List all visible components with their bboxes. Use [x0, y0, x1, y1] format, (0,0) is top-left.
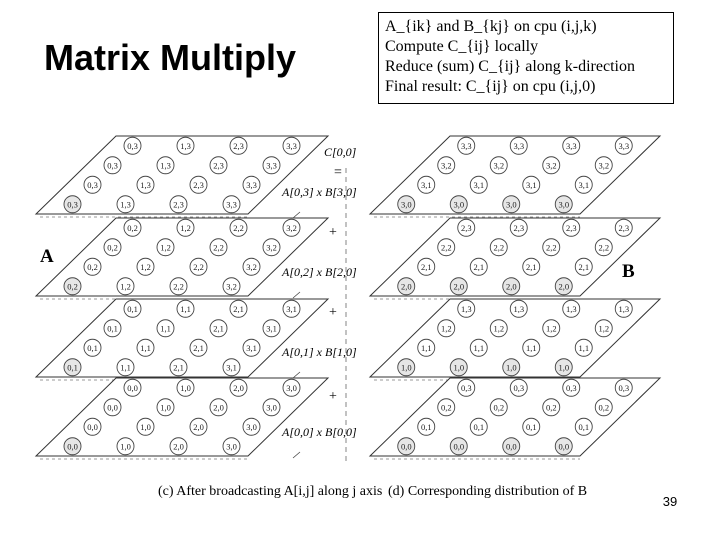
note-line: Reduce (sum) C_{ij} along k-direction: [385, 58, 635, 75]
node-index-label: 2,1: [173, 362, 184, 373]
node-index-label: 2,0: [173, 441, 184, 452]
node-index-label: 2,2: [493, 242, 505, 253]
node-index-label: 2,2: [545, 242, 557, 253]
arrow-mark: [293, 372, 300, 378]
node-index-label: 2,0: [233, 382, 244, 393]
node-index-label: 2,0: [193, 421, 204, 432]
node-index-label: 0,1: [67, 362, 78, 373]
node-index-label: 3,0: [226, 441, 237, 452]
node-index-label: 3,3: [618, 140, 630, 151]
node-index-label: 0,2: [545, 402, 557, 413]
node-index-label: 0,1: [127, 303, 138, 314]
node-index-label: 0,0: [87, 421, 98, 432]
caption-d: (d) Corresponding distribution of B: [388, 484, 588, 499]
node-index-label: 3,2: [493, 160, 505, 171]
right-plane-k1: [370, 299, 660, 380]
node-index-label: 3,2: [266, 242, 277, 253]
node-index-label: 2,2: [233, 222, 244, 233]
node-index-label: 0,2: [127, 222, 138, 233]
node-index-label: 2,1: [193, 342, 204, 353]
node-index-label: 1,1: [420, 342, 432, 353]
node-index-label: 3,0: [400, 199, 412, 210]
node-index-label: 0,3: [618, 382, 630, 393]
node-index-label: 1,2: [160, 242, 171, 253]
node-index-label: 2,3: [193, 179, 204, 190]
node-index-label: 1,0: [160, 402, 171, 413]
node-index-label: 3,1: [420, 179, 432, 190]
node-index-label: 0,1: [525, 421, 537, 432]
node-index-label: 3,1: [226, 362, 237, 373]
node-index-label: 1,0: [400, 362, 412, 373]
node-index-label: 1,0: [558, 362, 570, 373]
node-index-label: 3,3: [246, 179, 257, 190]
node-index-label: 0,0: [127, 382, 138, 393]
node-index-label: 3,0: [558, 199, 570, 210]
node-index-label: 3,2: [598, 160, 610, 171]
equals-sign: =: [334, 165, 342, 180]
left-plane-k2: [36, 218, 328, 299]
matrix-b-planes: [370, 136, 660, 459]
node-index-label: 0,1: [107, 323, 118, 334]
node-index-label: 2,2: [440, 242, 452, 253]
node-index-label: 3,0: [266, 402, 277, 413]
note-line: A_{ik} and B_{kj} on cpu (i,j,k): [385, 18, 597, 35]
node-index-label: 2,1: [525, 261, 537, 272]
matrix-a-label: A: [40, 246, 54, 267]
node-index-label: 2,2: [193, 261, 204, 272]
node-index-label: 2,1: [473, 261, 485, 272]
node-index-label: 2,3: [233, 140, 244, 151]
node-index-label: 1,3: [618, 303, 630, 314]
node-index-label: 2,1: [420, 261, 432, 272]
node-index-label: 1,1: [578, 342, 590, 353]
node-index-label: 3,3: [286, 140, 297, 151]
node-index-label: 1,3: [120, 199, 131, 210]
node-index-label: 0,2: [440, 402, 452, 413]
node-index-label: 0,1: [420, 421, 432, 432]
left-plane-k0: [36, 378, 328, 459]
plus-sign: +: [329, 305, 337, 320]
page-number: 39: [662, 494, 678, 509]
node-index-label: 1,3: [513, 303, 525, 314]
node-index-label: 2,3: [513, 222, 525, 233]
note-line: Compute C_{ij} locally: [385, 38, 539, 55]
node-index-label: 3,3: [513, 140, 525, 151]
node-index-label: 2,3: [213, 160, 224, 171]
node-index-label: 2,2: [213, 242, 224, 253]
node-index-label: 2,2: [598, 242, 610, 253]
node-index-label: 1,2: [120, 281, 131, 292]
node-index-label: 3,2: [440, 160, 452, 171]
node-index-label: 0,3: [87, 179, 98, 190]
matrix-b-label: B: [622, 261, 635, 282]
node-index-label: 1,1: [525, 342, 537, 353]
node-index-label: 1,3: [565, 303, 577, 314]
node-index-label: 3,1: [578, 179, 590, 190]
node-index-label: 2,0: [400, 281, 412, 292]
plus-sign: +: [329, 389, 337, 404]
node-index-label: 3,1: [266, 323, 277, 334]
arrow-mark: [293, 212, 300, 218]
node-index-label: 0,0: [400, 441, 412, 452]
node-index-label: 1,1: [140, 342, 151, 353]
node-index-label: 2,0: [213, 402, 224, 413]
product-term-label: A[0,2] x B[2,0]: [282, 265, 357, 279]
node-index-label: 0,3: [107, 160, 118, 171]
node-index-label: 3,0: [246, 421, 257, 432]
plus-sign: +: [329, 225, 337, 240]
node-index-label: 1,1: [473, 342, 485, 353]
node-index-label: 1,3: [160, 160, 171, 171]
node-index-label: 1,2: [598, 323, 610, 334]
arrow-mark: [293, 452, 300, 458]
node-index-label: 3,3: [226, 199, 237, 210]
node-index-label: 1,3: [460, 303, 472, 314]
node-index-label: 1,2: [440, 323, 452, 334]
product-term-label: A[0,3] x B[3,0]: [282, 185, 357, 199]
node-index-label: 2,1: [213, 323, 224, 334]
node-index-label: 1,1: [180, 303, 191, 314]
node-index-label: 1,0: [140, 421, 151, 432]
node-index-label: 0,2: [67, 281, 78, 292]
note-line: Final result: C_{ij} on cpu (i,j,0): [385, 78, 596, 95]
product-term-label: A[0,1] x B[1,0]: [282, 345, 357, 359]
node-index-label: 0,0: [67, 441, 78, 452]
result-label: C[0,0]: [324, 145, 357, 159]
node-index-label: 3,0: [505, 199, 517, 210]
node-index-label: 2,3: [460, 222, 472, 233]
node-index-label: 0,3: [565, 382, 577, 393]
node-index-label: 1,2: [545, 323, 557, 334]
arrow-mark: [293, 292, 300, 298]
node-index-label: 2,0: [453, 281, 465, 292]
caption-c: (c) After broadcasting A[i,j] along j axis: [158, 484, 383, 499]
node-index-label: 2,1: [578, 261, 590, 272]
node-index-label: 3,1: [473, 179, 485, 190]
node-index-label: 2,3: [565, 222, 577, 233]
node-index-label: 0,2: [598, 402, 610, 413]
node-index-label: 1,1: [160, 323, 171, 334]
node-index-label: 0,0: [107, 402, 118, 413]
node-index-label: 1,2: [493, 323, 505, 334]
node-index-label: 0,3: [460, 382, 472, 393]
node-index-label: 2,0: [505, 281, 517, 292]
right-plane-k3: [370, 136, 660, 217]
node-index-label: 0,3: [513, 382, 525, 393]
node-index-label: 0,2: [107, 242, 118, 253]
node-index-label: 0,2: [87, 261, 98, 272]
node-index-label: 0,1: [578, 421, 590, 432]
node-index-label: 3,2: [246, 261, 257, 272]
node-index-label: 0,1: [87, 342, 98, 353]
node-index-label: 0,1: [473, 421, 485, 432]
node-index-label: 3,2: [286, 222, 297, 233]
node-index-label: 3,3: [266, 160, 277, 171]
node-index-label: 2,3: [618, 222, 630, 233]
node-index-label: 0,0: [505, 441, 517, 452]
node-index-label: 3,1: [286, 303, 297, 314]
right-plane-k0: [370, 378, 660, 459]
node-index-label: 0,3: [67, 199, 78, 210]
node-index-label: 1,1: [120, 362, 131, 373]
node-index-label: 3,0: [286, 382, 297, 393]
node-index-label: 0,2: [493, 402, 505, 413]
slide-title: Matrix Multiply: [44, 37, 297, 78]
node-index-label: 3,0: [453, 199, 465, 210]
node-index-label: 3,3: [460, 140, 472, 151]
node-index-label: 1,0: [453, 362, 465, 373]
node-index-label: 1,0: [180, 382, 191, 393]
node-index-label: 2,1: [233, 303, 244, 314]
left-plane-k1: [36, 299, 328, 380]
node-index-label: 0,0: [558, 441, 570, 452]
node-index-label: 1,3: [140, 179, 151, 190]
product-term-label: A[0,0] x B[0,0]: [282, 425, 357, 439]
node-index-label: 2,2: [173, 281, 184, 292]
node-index-label: 1,3: [180, 140, 191, 151]
node-index-label: 0,3: [127, 140, 138, 151]
node-index-label: 1,2: [180, 222, 191, 233]
node-index-label: 3,3: [565, 140, 577, 151]
node-index-label: 3,1: [246, 342, 257, 353]
node-index-label: 1,2: [140, 261, 151, 272]
left-plane-k3: [36, 136, 328, 217]
node-index-label: 3,1: [525, 179, 537, 190]
right-plane-k2: [370, 218, 660, 299]
node-index-label: 2,0: [558, 281, 570, 292]
node-index-label: 1,0: [505, 362, 517, 373]
node-index-label: 3,2: [545, 160, 557, 171]
node-index-label: 3,2: [226, 281, 237, 292]
node-index-label: 2,3: [173, 199, 184, 210]
node-index-label: 1,0: [120, 441, 131, 452]
node-index-label: 0,0: [453, 441, 465, 452]
